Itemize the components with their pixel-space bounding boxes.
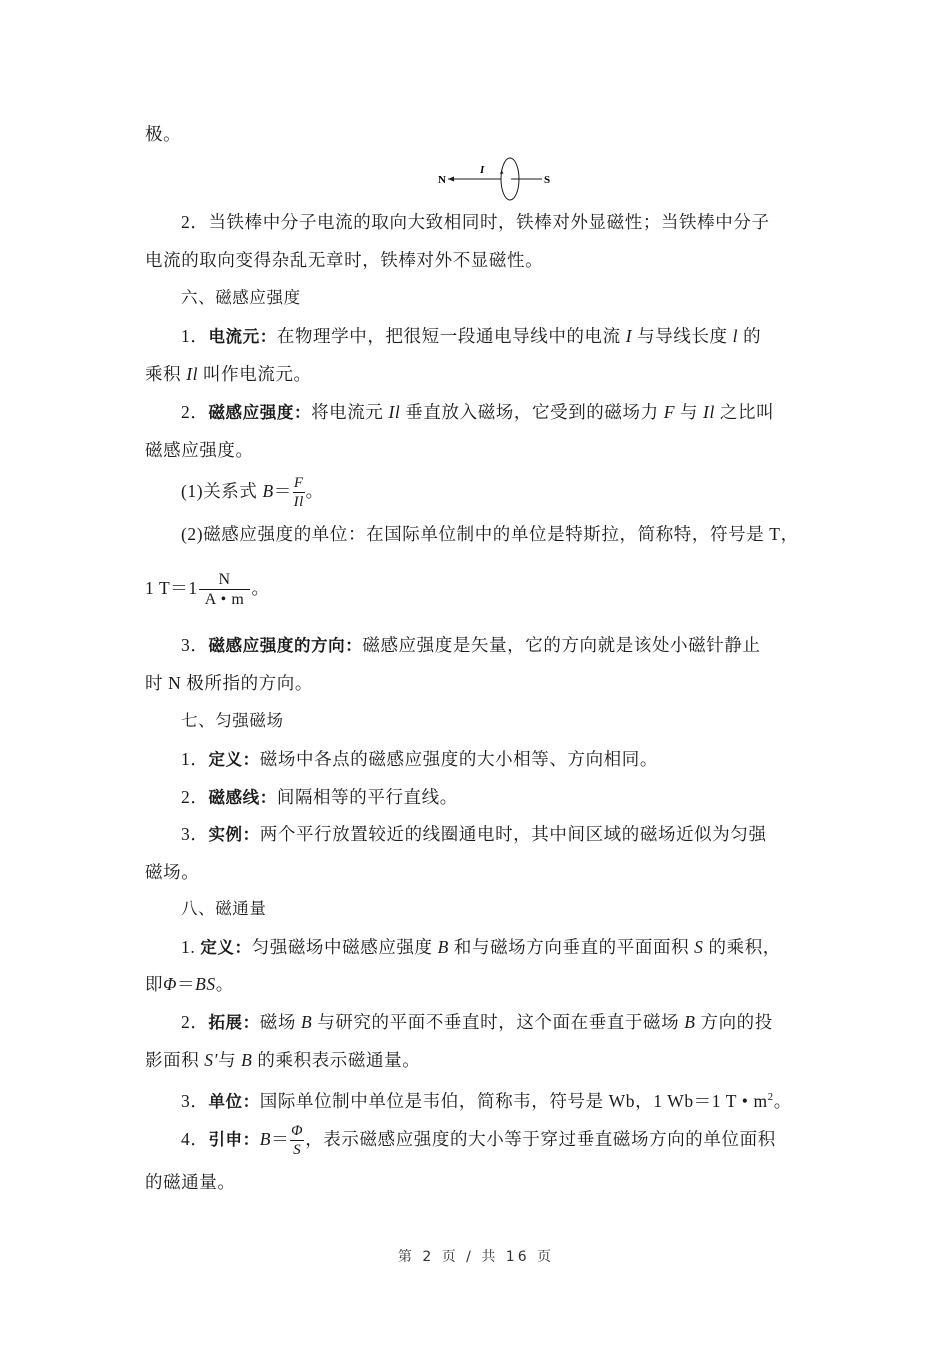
text: 影面积 bbox=[145, 1050, 205, 1070]
unit-tesla-line bbox=[181, 522, 799, 546]
var: Il bbox=[703, 402, 715, 422]
var: B bbox=[300, 1012, 313, 1032]
denominator: S bbox=[293, 1142, 302, 1158]
item-7-1 bbox=[181, 747, 658, 772]
page-footer: 第 2 页 / 共 16 页 bbox=[397, 1249, 555, 1265]
num: 2． bbox=[181, 212, 209, 232]
item-8-1-line-2 bbox=[145, 972, 234, 996]
text: 时 N 极所指的方向。 bbox=[145, 673, 313, 693]
num: 4． bbox=[181, 1129, 209, 1150]
item-7-3-line-1 bbox=[181, 822, 767, 847]
item-6-1-line-2 bbox=[145, 362, 312, 386]
item-8-4-line-2 bbox=[145, 1170, 236, 1194]
fraction bbox=[293, 476, 305, 510]
numerator: N bbox=[199, 572, 251, 590]
heading-text: 七、匀强磁场 bbox=[181, 711, 284, 730]
item-6-3-line-1 bbox=[181, 633, 761, 658]
text: 1 T＝1 bbox=[145, 578, 198, 599]
num: 3． bbox=[181, 824, 209, 844]
text: 间隔相等的平行直线。 bbox=[276, 787, 458, 807]
text: 叫作电流元。 bbox=[198, 364, 312, 384]
item-7-3-line-2 bbox=[145, 860, 199, 884]
section-heading-7 bbox=[181, 709, 284, 733]
var: S bbox=[694, 937, 704, 957]
item-8-2-line-1 bbox=[181, 1010, 773, 1035]
paragraph-2-line-1 bbox=[181, 210, 770, 234]
text: 在物理学中，把很短一段通电导线中的电流 bbox=[276, 326, 626, 346]
text-line bbox=[145, 122, 181, 146]
arrow-head-icon bbox=[448, 177, 454, 182]
term: 单位： bbox=[208, 1091, 260, 1111]
denominator: A • m bbox=[204, 591, 245, 608]
var: B bbox=[241, 1050, 253, 1070]
term: 定义： bbox=[200, 938, 252, 957]
heading-text: 八、磁通量 bbox=[181, 899, 267, 918]
text: 。 bbox=[215, 974, 234, 994]
item-8-1-line-1 bbox=[181, 935, 781, 960]
text: 乘积 bbox=[145, 364, 187, 384]
num: 1. bbox=[181, 937, 201, 957]
text: 磁场。 bbox=[145, 862, 200, 882]
numerator: F bbox=[293, 475, 304, 491]
var: B bbox=[684, 1012, 696, 1032]
current-loop-diagram bbox=[436, 155, 556, 205]
text: 的乘积表示磁通量。 bbox=[252, 1050, 421, 1070]
text: 的磁通量。 bbox=[145, 1172, 236, 1192]
text: 与 bbox=[218, 1050, 242, 1070]
num: 3． bbox=[181, 1090, 209, 1111]
text: 与研究的平面不垂直时，这个面在垂直于磁场 bbox=[312, 1012, 685, 1032]
numerator: Φ bbox=[291, 1123, 304, 1139]
num: 2． bbox=[181, 402, 209, 422]
fraction bbox=[199, 572, 251, 608]
text: 极。 bbox=[145, 124, 182, 144]
text: 和与磁场方向垂直的平面面积 bbox=[448, 937, 695, 957]
var: B bbox=[437, 937, 449, 957]
current-direction-arrow-icon bbox=[500, 170, 504, 174]
term: 电流元： bbox=[208, 327, 277, 346]
text: ，表示磁感应强度的大小等于穿过垂直磁场方向的单位面积 bbox=[305, 1129, 776, 1150]
text: 磁场 bbox=[259, 1012, 301, 1032]
superscript: 2 bbox=[767, 1091, 774, 1103]
text: (1)关系式 bbox=[181, 481, 263, 502]
text: 两个平行放置较近的线圈通电时，其中间区域的磁场近似为匀强 bbox=[259, 824, 767, 844]
text: 即 bbox=[145, 974, 164, 994]
text: 磁场中各点的磁感应强度的大小相等、方向相同。 bbox=[259, 749, 658, 769]
south-pole-label: S bbox=[544, 174, 551, 186]
denominator: Il bbox=[293, 494, 304, 510]
num: 2． bbox=[181, 787, 209, 807]
num: 3． bbox=[181, 635, 209, 655]
text: 。 bbox=[251, 578, 270, 599]
term: 磁感线： bbox=[208, 788, 277, 807]
num: 1． bbox=[181, 749, 209, 769]
item-6-1-line-1 bbox=[181, 324, 761, 349]
term: 定义： bbox=[208, 750, 260, 769]
text: 的乘积， bbox=[703, 937, 781, 957]
term: 引申： bbox=[208, 1130, 260, 1150]
text: 的 bbox=[738, 326, 762, 346]
section-heading-6 bbox=[181, 286, 301, 310]
var: Il bbox=[186, 364, 199, 384]
heading-text: 六、磁感应强度 bbox=[181, 288, 301, 307]
text: 将电流元 bbox=[311, 402, 389, 422]
section-heading-8 bbox=[181, 897, 267, 921]
item-7-2 bbox=[181, 785, 458, 810]
text: 当铁棒中分子电流的取向大致相同时，铁棒对外显磁性；当铁棒中分子 bbox=[208, 212, 770, 232]
var: l bbox=[732, 326, 739, 346]
text: 方向的投 bbox=[695, 1012, 773, 1032]
term: 磁感应强度的方向： bbox=[208, 636, 363, 655]
current-label: I bbox=[480, 164, 485, 176]
var: BS bbox=[195, 974, 216, 994]
text: 电流的取向变得杂乱无章时，铁棒对外不显磁性。 bbox=[145, 250, 544, 270]
text: 磁感应强度。 bbox=[145, 440, 254, 460]
term: 实例： bbox=[208, 825, 260, 844]
text: (2)磁感应强度的单位：在国际单位制中的单位是特斯拉，简称特，符号是 T， bbox=[181, 524, 799, 544]
text: 。 bbox=[773, 1090, 792, 1111]
item-8-3 bbox=[181, 1085, 792, 1114]
num: 2． bbox=[181, 1012, 209, 1032]
text: ＝ bbox=[271, 1129, 290, 1150]
text: ＝ bbox=[273, 481, 292, 502]
fraction bbox=[290, 1124, 304, 1158]
text: 之比叫 bbox=[714, 402, 775, 422]
term: 拓展： bbox=[208, 1013, 260, 1032]
text: 匀强磁场中磁感应强度 bbox=[251, 937, 438, 957]
text: 国际单位制中单位是韦伯，简称韦，符号是 Wb，1 Wb＝1 T • m bbox=[259, 1090, 768, 1111]
item-8-4-line-1 bbox=[181, 1124, 776, 1158]
text: 与导线长度 bbox=[632, 326, 733, 346]
var: S′ bbox=[204, 1050, 219, 1070]
item-8-2-line-2 bbox=[145, 1048, 420, 1072]
var: B bbox=[262, 481, 274, 502]
term: 磁感应强度： bbox=[208, 403, 312, 422]
text: ＝ bbox=[177, 974, 196, 994]
text: 。 bbox=[305, 481, 324, 502]
var: Il bbox=[388, 402, 401, 422]
text: 垂直放入磁场，它受到的磁场力 bbox=[400, 402, 664, 422]
var: I bbox=[625, 326, 633, 346]
var: B bbox=[259, 1129, 272, 1150]
item-6-2-line-2 bbox=[145, 438, 254, 462]
formula-tesla-definition bbox=[145, 572, 270, 608]
text: 与 bbox=[674, 402, 704, 422]
var: F bbox=[663, 402, 675, 422]
item-6-3-line-2 bbox=[145, 671, 313, 695]
num: 1． bbox=[181, 326, 209, 346]
text: 磁感应强度是矢量，它的方向就是该处小磁针静止 bbox=[362, 635, 761, 655]
paragraph-2-line-2 bbox=[145, 248, 543, 272]
item-6-2-line-1 bbox=[181, 400, 774, 425]
var: Φ bbox=[163, 974, 178, 994]
north-pole-label: N bbox=[438, 174, 446, 186]
formula-b-equals-f-over-il bbox=[181, 476, 324, 510]
